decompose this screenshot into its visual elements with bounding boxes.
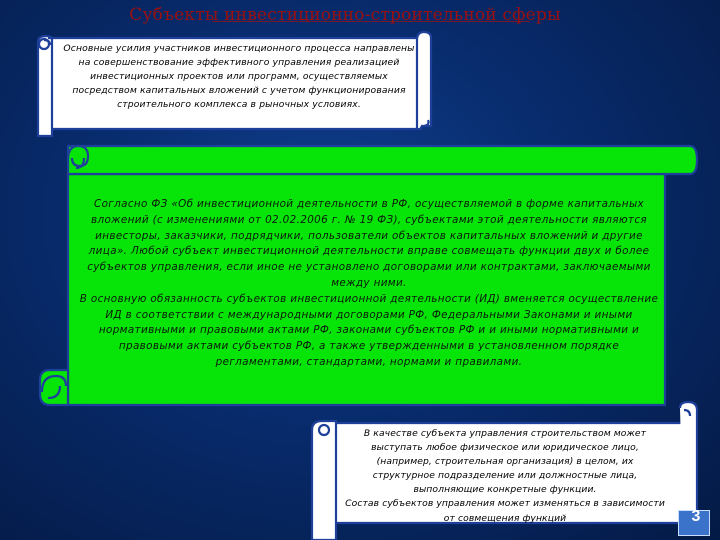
scroll-top-paragraph: Основные усилия участников инвестиционного процесса направлены на совершенствование эффективного управления реализацией инвестиционных проектов или программ, осуществляемых посредством капитальных вложений с учетом функционирования строительного комплекса в рыночных условиях. — [63, 43, 415, 111]
scroll-bottom-text — [344, 427, 666, 526]
scroll-bottom-paragraph-2: Состав субъектов управления может изменяться в зависимости от совмещения функций — [345, 498, 665, 524]
scroll-middle-paragraph-1: Согласно ФЗ «Об инвестиционной деятельности в РФ, осуществляемой в форме капитальных вложений (с изменениями от 02.02.2006 г. № 19 ФЗ), субъектами этой деятельности являются инвесторы, заказчики, подрядчики, пользователи объектов капитальных вложений и другие лица». Любой субъект инвестиционной деятельности вправе совмещать функции двух и более субъектов управления, если иное не установлено договорами или контрактами, заключаемыми между ними. — [87, 198, 651, 289]
slide-title: Субъекты инвестиционно-строительной сферы — [129, 5, 561, 25]
scroll-middle-paragraph-2: В основную обязанность субъектов инвестиционной деятельности (ИД) вменяется осуществление ИД в соответствии с международными договорами РФ, Федеральными Законами и иными нормативными и правовыми актами РФ, законами субъектов РФ и и иными нормативными и правовыми актами субъектов РФ, а также утвержденными в установленном порядке регламентами, стандартами, нормами и правилами. — [79, 292, 659, 368]
scroll-bottom-paragraph-1: В качестве субъекта управления строительством может выступать любое физическое или юридическое лицо, (например, строительная организация) в целом, их структурное подразделение или должностные лица, выполняющие конкретные функции. — [363, 428, 647, 496]
slide-number: 3 — [691, 508, 701, 525]
